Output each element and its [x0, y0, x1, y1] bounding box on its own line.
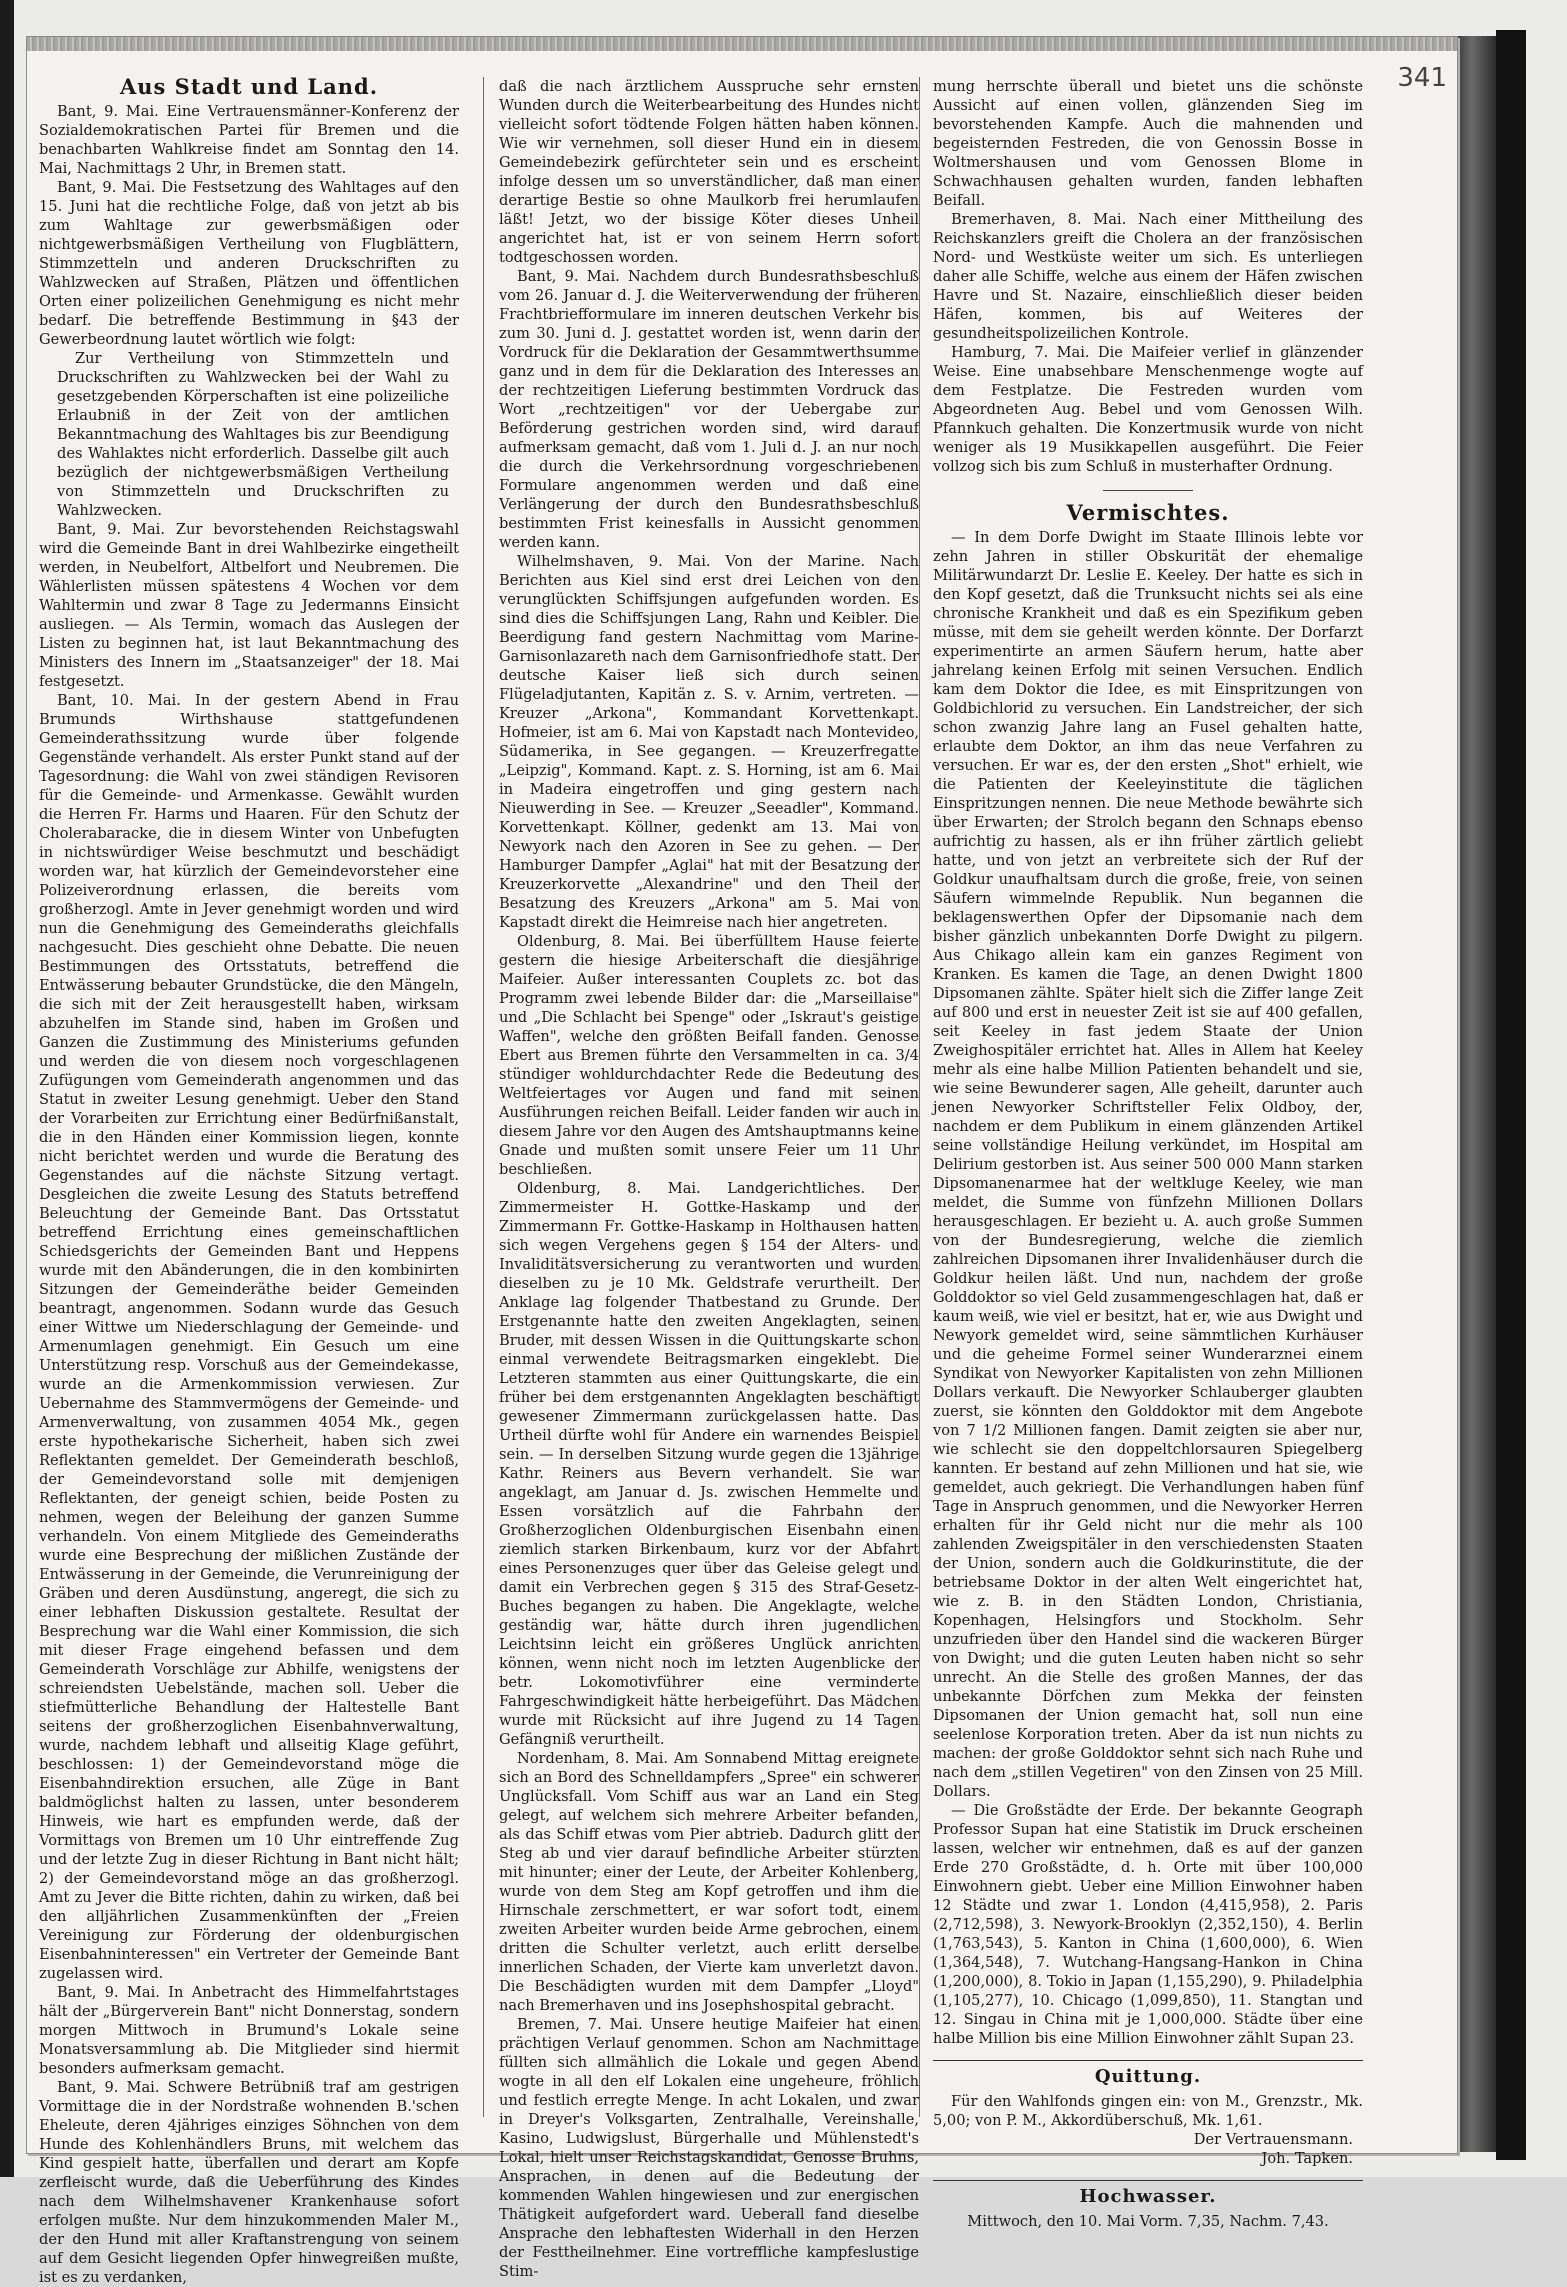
section-divider — [933, 2060, 1363, 2061]
section-title-vermischtes: Vermischtes. — [1066, 500, 1230, 525]
article-paragraph: — In dem Dorfe Dwight im Staate Illinois lebte vor zehn Jahren in stiller Obskurität der ehemalige Militärwundarzt Dr. Leslie E. Keeley. Der hatte es sich in den Kopf gesetzt, daß die Trunksucht nichts sei als eine chronische Krankheit und daß es ein Spezifikum geben müsse, mit dem sie geheilt werden könnte. Der Dorfarzt experimentirte an armen Säufern herum, hatte aber jahrelang keinen Erfolg mit seinen Versuchen. Endlich kam dem Doktor die Idee, es mit Einspritzungen von Goldbichlorid zu versuchen. Ein Landstreicher, der sich schon zwanzig Jahre lang an Fusel gehalten hatte, erlaubte dem Doktor, an ihm das neue Verfahren zu versuchen. Er war es, der den ersten „Shot" erhielt, wie die Patienten der Keeleyinstitute die täglichen Einspritzungen nennen. Die neue Methode bewährte sich über Erwarten; der Strolch begann den Schnaps ebenso aufrichtig zu hassen, als er ihn früher zärtlich geliebt hatte, und von jetzt an verbreitete sich der Ruf der Goldkur unaufhaltsam durch die große, freie, von seinen Säufern wimmelnde Republik. Nun begannen die beklagenswerthen Opfer der Dipsomanie nach dem bisher gänzlich unbekannten Dorfe Dwight zu pilgern. Aus Chikago allein kam ein ganzes Regiment von Kranken. Es kamen die Tage, an denen Dwight 1800 Dipsomanen zählte. Später hielt sich die Ziffer lange Zeit auf 800 und erst in neuester Zeit ist sie auf 400 gefallen, seit Keeley in fast jedem Staate der Union Zweighospitäler errichtet hat. Alles in Allem hat Keeley mehr als eine halbe Million Patienten behandelt und sie, wie seine Bewunderer sagen, Alle geheilt, darunter auch jenen Newyorker Schriftsteller Felix Oldboy, der, nachdem er dem Publikum in einem glänzenden Artikel seine vollständige Heilung verkündet, im Hospital am Delirium gestorben ist. Aus seiner 500 000 Mann starken Dipsomanenarmee hat der weltkluge Keeley, wie man meldet, die Summe von fünfzehn Millionen Dollars herausgeschlagen. Er bezieht u. A. auch große Summen von der Bundesregierung, welche die ziemlich zahlreichen Dipsomanen ihrer Invalidenhäuser durch die Goldkur heilen läßt. Und nun, nachdem der große Golddoktor so viel Geld zusammengeschlagen hat, daß er kaum weiß, wie viel er besitzt, hat er, wie aus Dwight und Newyork gemeldet wird, seine sämmtlichen Kurhäuser und die geheime Formel seiner Wunderarznei einem Syndikat von Newyorker Kapitalisten von zehn Millionen Dollars verkauft. Die Newyorker Schlauberger glaubten zuerst, sie könnten den Golddoktor mit dem Angebote von 7 1/2 Millionen fangen. Damit zeigten sie aber nur, wie schlecht sie den doppeltchlorsauren Spiegelberg kannten. Er bestand auf zehn Millionen und hat sie, wie gemeldet, auch gekriegt. Die Verhandlungen haben fünf Tage in Anspruch genommen, und die Newyorker Herren erhalten für ihr Geld nicht nur die mehr als 100 zahlenden Zweigspitäler in den verschiedensten Staaten der Union, sondern auch die Goldkurinstitute, die der betriebsame Doktor in der alten Welt eingerichtet hat, wie z. B. in den Städten London, Christiania, Kopenhagen, Helsingfors und Stockholm. Sehr unzufrieden über den Handel sind die wackeren Bürger von Dwight; und die guten Leuten haben nicht so sehr unrecht. An die Stelle des großen Mannes, der das unbekannte Dörfchen zum Mekka der feinsten Dipsomanen der Union gemacht hat, soll nun eine seelenlose Korporation treten. Aber da ist nun nichts zu machen: der große Golddoktor sehnt sich nach Ruhe und nach dem „stillen Vegetiren" von den Zinsen von 25 Mill. Dollars. — [933, 529, 1363, 1800]
hochwasser-times: Mittwoch, den 10. Mai Vorm. 7,35, Nachm. 7,43. — [967, 2213, 1329, 2230]
quittung-text: Für den Wahlfonds gingen ein: von M., Grenzstr., Mk. 5,00; von P. M., Akkordüberschuß, Mk. 1,61. — [933, 2093, 1363, 2129]
article-paragraph: Bremerhaven, 8. Mai. Nach einer Mittheilung des Reichskanzlers greift die Cholera an der französischen Nord- und Westküste weiter um sich. Es unterliegen daher alle Schiffe, welche aus einem der Häfen zwischen Havre und St. Nazaire, einschließlich dieser beiden Häfen, kommen, bis auf Weiteres der gesundheitspolizeilichen Kontrole. — [933, 211, 1363, 342]
column-1 — [39, 74, 459, 2286]
article-paragraph: Bant, 9. Mai. Die Festsetzung des Wahltages auf den 15. Juni hat die rechtliche Folge, daß von jetzt ab bis zum Wahltage zur gewerbsmäßigen oder nichtgewerbsmäßigen Vertheilung von Flugblättern, Stimmzetteln und anderen Druckschriften zu Wahlzwecken auf Straßen, Plätzen und öffentlichen Orten einer polizeilichen Genehmigung es nicht mehr bedarf. Die betreffende Bestimmung in §43 der Gewerbeordnung lautet wörtlich wie folgt: — [39, 179, 459, 348]
page-number: 341 — [1397, 63, 1447, 93]
quittung-signature: Der Vertrauensmann. — [1193, 2131, 1353, 2148]
scan-left-edge — [0, 0, 14, 2177]
article-paragraph: Nordenham, 8. Mai. Am Sonnabend Mittag ereignete sich an Bord des Schnelldampfers „Spree" ein schwerer Unglücksfall. Vom Schiff aus war an Land ein Steg gelegt, auf welchem sich mehrere Arbeiter befanden, als das Schiff etwas vom Pier abtrieb. Dadurch glitt der Steg ab und vier darauf befindliche Arbeiter stürzten mit hinunter; einer der Leute, der Arbeiter Kohlenberg, wurde von dem Steg am Kopf getroffen und ihm die Hirnschale zerschmettert, er war sofort todt, einem zweiten Arbeiter wurden beide Arme gebrochen, einem dritten die Schulter verletzt, auch erlitt derselbe innerlichen Schaden, der Vierte kam unverletzt davon. Die Beschädigten wurden mit dem Dampfer „Lloyd" nach Bremerhaven und ins Josephshospital gebracht. — [499, 1750, 919, 2014]
section-title-quittung: Quittung. — [1094, 2066, 1202, 2087]
column-3 — [933, 77, 1363, 2230]
page-top-band — [27, 37, 1457, 51]
quittung-name: Joh. Tapken. — [1261, 2150, 1353, 2167]
article-paragraph: Bant, 9. Mai. Zur bevorstehenden Reichstagswahl wird die Gemeinde Bant in drei Wahlbezirke eingetheilt werden, in Neubelfort, Altbelfort und Neubremen. Die Wählerlisten müssen spätestens 4 Wochen vor dem Wahltermin und zwar 8 Tage zu Jedermanns Einsicht ausliegen. — Als Termin, womach das Auslegen der Listen zu beginnen hat, ist laut Bekanntmachung des Ministers des Innern im „Staatsanzeiger" der 18. Mai festgesetzt. — [39, 521, 459, 690]
article-paragraph: Oldenburg, 8. Mai. Landgerichtliches. Der Zimmermeister H. Gottke-Haskamp und der Zimmermann Fr. Gottke-Haskamp in Holthausen hatten sich wegen Vergehens gegen § 154 der Alters- und Invaliditätsversicherung zu verantworten und wurden dieselben zu je 10 Mk. Geldstrafe verurtheilt. Der Anklage lag folgender Thatbestand zu Grunde. Der Erstgenannte hatte den zweiten Angeklagten, seinen Bruder, mit dessen Wissen in die Quittungskarte schon einmal verwendete Beitragsmarken eingeklebt. Die Letzteren stammten aus einer Quittungskarte, die ein früher bei dem erstgenannten Angeklagten beschäftigt gewesener Zimmermann zurückgelassen hatte. Das Urtheil dürfte wohl für Andere ein warnendes Beispiel sein. — In derselben Sitzung wurde gegen die 13jährige Kathr. Reiners aus Bevern verhandelt. Sie war angeklagt, am Januar d. Js. zwischen Hemmelte und Essen vorsätzlich auf die Fahrbahn der Großherzoglichen Oldenburgischen Eisenbahn einen ziemlich starken Birkenbaum, kurz vor der Abfahrt eines Personenzuges quer über das Geleise gelegt und damit ein Verbrechen gegen § 315 des Straf-Gesetz-Buches begangen zu haben. Die Angeklagte, welche geständig war, hätte durch ihren jugendlichen Leichtsinn leicht ein größeres Unglück anrichten können, wenn nicht noch im letzten Augenblicke der betr. Lokomotivführer eine verminderte Fahrgeschwindigkeit hätte herbeigeführt. Das Mädchen wurde mit Rücksicht auf ihre Jugend zu 14 Tagen Gefängniß verurtheilt. — [499, 1180, 919, 1748]
section-divider — [1103, 490, 1193, 491]
article-paragraph: — Die Großstädte der Erde. Der bekannte Geograph Professor Supan hat eine Statistik im Druck erscheinen lassen, welcher wir entnehmen, daß es auf der ganzen Erde 270 Großstädte, d. h. Orte mit über 100,000 Einwohnern giebt. Ueber eine Million Einwohner haben 12 Städte und zwar 1. London (4,415,958), 2. Paris (2,712,598), 3. Newyork-Brooklyn (2,352,150), 4. Berlin (1,763,543), 5. Kanton in China (1,600,000), 6. Wien (1,364,548), 7. Wutchang-Hangsang-Hankon in China (1,200,000), 8. Tokio in Japan (1,155,290), 9. Philadelphia (1,105,277), 10. Chicago (1,099,850), 11. Stangtan und 12. Singau in China mit je 1,000,000. Städte über eine halbe Million bis eine Million Einwohner zählt Supan 23. — [933, 1802, 1363, 2047]
article-paragraph: Bant, 9. Mai. In Anbetracht des Himmelfahrtstages hält der „Bürgerverein Bant" nicht Donnerstag, sondern morgen Mittwoch in Brumund's Lokale seine Monatsversammlung ab. Die Mitglieder sind hiermit besonders aufmerksam gemacht. — [39, 1984, 459, 2077]
newspaper-page — [26, 36, 1458, 2286]
column-2 — [499, 77, 919, 2280]
article-paragraph: Bant, 10. Mai. In der gestern Abend in Frau Brumunds Wirthshause stattgefundenen Gemeinderathssitzung wurde über folgende Gegenstände verhandelt. Als erster Punkt stand auf der Tagesordnung: die Wahl von zwei ständigen Revisoren für die Gemeinde- und Armenkasse. Gewählt wurden die Herren Fr. Harms und Haaren. Für den Schutz der Cholerabaracke, die in diesem Winter von Unbefugten in nichtswürdiger Weise beschmutzt und beschädigt worden war, hat kürzlich der Gemeindevorsteher eine Polizeiverordnung erlassen, die bereits vom großherzogl. Amte in Jever genehmigt worden und wird nun die Genehmigung des Gemeinderaths gleichfalls nachgesucht. Dies geschieht ohne Debatte. Die neuen Bestimmungen des Ortsstatuts, betreffend die Entwässerung bebauter Grundstücke, die den Mängeln, die sich mit der Zeit herausgestellt haben, wirksam abzuhelfen im Stande sind, haben im Großen und Ganzen die Zustimmung des Ministeriums gefunden und werden die von diesem noch vorgeschlagenen Zufügungen vom Gemeinderath angenommen und das Statut in zweiter Lesung genehmigt. Ueber den Stand der Vorarbeiten zur Errichtung einer Bedürfnißanstalt, die in den Händen einer Kommission liegen, konnte nicht berichtet werden und wurde die Beratung des Gegenstandes auf die nächste Sitzung vertagt. Desgleichen die zweite Lesung des Statuts betreffend Beleuchtung der Gemeinde Bant. Das Ortsstatut betreffend Errichtung eines gemeinschaftlichen Schiedsgerichts der Gemeinden Bant und Heppens wurde mit den Abänderungen, die in den kombinirten Sitzungen der Gemeinderäthe beider Gemeinden beantragt, angenommen. Sodann wurde das Gesuch einer Wittwe um Niederschlagung der Gemeinde- und Armenumlagen genehmigt. Ein Gesuch um eine Unterstützung resp. Vorschuß aus der Gemeindekasse, wurde an die Armenkommission verwiesen. Zur Uebernahme des Stammvermögens der Gemeinde- und Armenverwaltung, von zusammen 4054 Mk., gegen erste hypothekarische Sicherheit, haben sich zwei Reflektanten gemeldet. Der Gemeinderath beschloß, der Gemeindevorstand solle mit demjenigen Reflektanten, der geneigt schien, beide Posten zu nehmen, wegen der Beleihung der ganzen Summe verhandeln. Von einem Mitgliede des Gemeinderaths wurde eine Besprechung der mißlichen Zustände der Entwässerung in der Gemeinde, die Verunreinigung der Gräben und deren Ausdünstung, angeregt, die sich zu einer lebhaften Diskussion gestaltete. Resultat der Besprechung war die Wahl einer Kommission, die sich mit dieser Frage eingehend befassen und dem Gemeinderath Vorschläge zur Abhilfe, wenigstens der schreiendsten Uebelstände, machen soll. Ueber die stiefmütterliche Behandlung der Haltestelle Bant seitens der großherzoglichen Eisenbahnverwaltung, wurde, nachdem lebhaft und allseitig Klage geführt, beschlossen: 1) der Gemeindevorstand möge die Eisenbahndirektion ersuchen, alle Züge in Bant baldmöglichst halten zu lassen, unter besonderem Hinweis, wie hart es empfunden werde, daß der Vormittags von Bremen um 10 Uhr eintreffende Zug und der letzte Zug in dieser Richtung in Bant nicht hält; 2) der Gemeindevorstand möge an das großherzogl. Amt zu Jever die Bitte richten, dahin zu wirken, daß bei den alljährlichen Zusammenkünften der „Freien Vereinigung zur Förderung der oldenburgischen Eisenbahninteressen" ein Vertreter der Gemeinde Bant zugelassen wird. — [39, 692, 459, 1982]
column-rule — [919, 77, 920, 2117]
section-divider — [933, 2180, 1363, 2181]
article-paragraph: Wilhelmshaven, 9. Mai. Von der Marine. Nach Berichten aus Kiel sind erst drei Leichen von den verunglückten Schiffsjungen aufgefunden worden. Es sind dies die Schiffsjungen Lang, Rahn und Keibler. Die Beerdigung fand gestern Nachmittag vom Marine-Garnisonlazareth nach dem Garnisonfriedhofe statt. Der deutsche Kaiser ließ sich durch seinen Flügeladjutanten, Kapitän z. S. v. Arnim, vertreten. — Kreuzer „Arkona", Kommandant Korvettenkapt. Hofmeier, ist am 6. Mai von Kapstadt nach Montevideo, Südamerika, in See gegangen. — Kreuzerfregatte „Leipzig", Kommand. Kapt. z. S. Horning, ist am 6. Mai in Madeira eingetroffen und ging gestern nach Nieuwerding in See. — Kreuzer „Seeadler", Kommand. Korvettenkapt. Köllner, gedenkt am 13. Mai von Newyork nach den Azoren in See zu gehen. — Der Hamburger Dampfer „Aglai" hat mit der Besatzung der Kreuzerkorvette „Alexandrine" und den Theil der Besatzung des Kreuzers „Arkona" am 5. Mai von Kapstadt direkt die Heimreise nach hier angetreten. — [499, 553, 919, 931]
section-title-hochwasser: Hochwasser. — [1079, 2186, 1217, 2207]
article-paragraph: Bremen, 7. Mai. Unsere heutige Maifeier hat einen prächtigen Verlauf genommen. Schon am Nachmittage füllten sich allmählich die Lokale und gegen Abend wogte in all den elf Lokalen eine ungeheure, fröhlich und festlich erregte Menge. In acht Lokalen, und zwar in Dreyer's Volksgarten, Zentralhalle, Vereinshalle, Kasino, Ludwigslust, Bürgerhalle und Mühlenstedt's Lokal, hielt unser Reichstagskandidat, Genosse Bruhns, Ansprachen, in denen auf die Bedeutung der kommenden Wahlen hingewiesen und zur energischen Thätigkeit aufgefordert ward. Ueberall fand dieselbe Ansprache den lebhaftesten Widerhall in den Herzen der Festtheilnehmer. Eine vortreffliche kampfeslustige Stim- — [499, 2016, 919, 2280]
section-title-aus-stadt-und-land: Aus Stadt und Land. — [119, 74, 379, 99]
column-rule — [483, 77, 484, 2117]
article-paragraph: mung herrschte überall und bietet uns die schönste Aussicht auf einen vollen, glänzenden Sieg im bevorstehenden Kampfe. Auch die mahnenden und begeisternden Festreden, die von Genossin Bosse in Woltmershausen und vom Genossen Blome in Schwachhausen gehalten wurden, fanden lebhaften Beifall. — [933, 78, 1363, 209]
article-paragraph: daß die nach ärztlichem Ausspruche sehr ernsten Wunden durch die Weiterbearbeitung des Hundes nicht vielleicht sofort tödtende Folgen hätten haben können. Wie wir vernehmen, soll dieser Hund ein in diesem Gemeindebezirk gefürchteter sein und es erscheint infolge dessen um so unverständlicher, daß man einer derartige Bestie so ohne Maulkorb frei herumlaufen läßt! Jetzt, wo der bissige Köter dieses Unheil angerichtet hat, ist er von seinem Herrn sofort todtgeschossen worden. — [499, 78, 919, 266]
article-paragraph: Bant, 9. Mai. Schwere Betrübniß traf am gestrigen Vormittage die in der Nordstraße wohnenden B.'schen Eheleute, deren 4jähriges einziges Söhnchen von dem Hunde des Kohlenhändlers Bruns, mit welchem das Kind gespielt hatte, überfallen und derart am Kopfe zerfleischt wurde, daß die Ueberführung des Kindes nach dem Wilhelmshavener Krankenhause sofort erfolgen mußte. Nur dem hinzukommenden Maler M., der den Hund mit aller Kraftanstrengung von seinem auf dem Gesicht liegenden Opfer hinwegreißen mußte, ist es zu verdanken, — [39, 2079, 459, 2286]
article-paragraph: Bant, 9. Mai. Eine Vertrauensmänner-Konferenz der Sozialdemokratischen Partei für Bremen und die benachbarten Wahlkreise findet am Sonntag den 14. Mai, Nachmittags 2 Uhr, in Bremen statt. — [39, 103, 459, 177]
article-paragraph: Hamburg, 7. Mai. Die Maifeier verlief in glänzender Weise. Eine unabsehbare Menschenmenge wogte auf dem Festplatze. Die Festreden wurden vom Abgeordneten Aug. Bebel und vom Genossen Wilh. Pfannkuch gehalten. Die Konzertmusik wurde von nicht weniger als 19 Musikkapellen ausgeführt. Die Feier vollzog sich bis zum Schluß in musterhafter Ordnung. — [933, 344, 1363, 475]
binding-shadow — [1456, 36, 1496, 2152]
scan-right-edge — [1496, 30, 1526, 2160]
article-paragraph: Bant, 9. Mai. Nachdem durch Bundesrathsbeschluß vom 26. Januar d. J. die Weiterverwendung der früheren Frachtbriefformulare im inneren deutschen Verkehr bis zum 30. Juni d. J. gestattet worden ist, wenn darin der Vordruck für die Deklaration der Gesammtwerthsumme ganz und in dem für die Deklaration des Interesses an der rechtzeitigen Lieferung bestimmten Vordruck das Wort „rechtzeitigen" vor der Uebergabe zur Beförderung gestrichen worden sind, wird darauf aufmerksam gemacht, daß vom 1. Juli d. J. an nur noch die durch die Verkehrsordnung vorgeschriebenen Formulare angenommen werden und daß eine Verlängerung der durch den Bundesrathsbeschluß bestimmten Frist keinesfalls in Aussicht genommen werden kann. — [499, 268, 919, 551]
article-quote: Zur Vertheilung von Stimmzetteln und Druckschriften zu Wahlzwecken bei der Wahl zu gesetzgebenden Körperschaften ist eine polizeiliche Erlaubniß in der Zeit von der amtlichen Bekanntmachung des Wahltages bis zur Beendigung des Wahlaktes nicht erforderlich. Dasselbe gilt auch bezüglich der nichtgewerbsmäßigen Vertheilung von Stimmzetteln und Druckschriften zu Wahlzwecken. — [57, 350, 449, 519]
article-paragraph: Oldenburg, 8. Mai. Bei überfülltem Hause feierte gestern die hiesige Arbeiterschaft die diesjährige Maifeier. Außer interessanten Couplets zc. bot das Programm zwei lebende Bilder dar: die „Marseillaise" und „Die Schlacht bei Spenge" oder „Iskraut's geistige Waffen", welche den größten Beifall fanden. Genosse Ebert aus Bremen führte den Versammelten in ca. 3/4 stündiger wohldurchdachter Rede die Bedeutung des Weltfeiertages vor Augen und fand mit seinen Ausführungen reichen Beifall. Leider fanden wir auch in diesem Jahre vor den Augen des Amtshauptmanns keine Gnade und mußten somit unsere Feier um 11 Uhr beschließen. — [499, 933, 919, 1178]
